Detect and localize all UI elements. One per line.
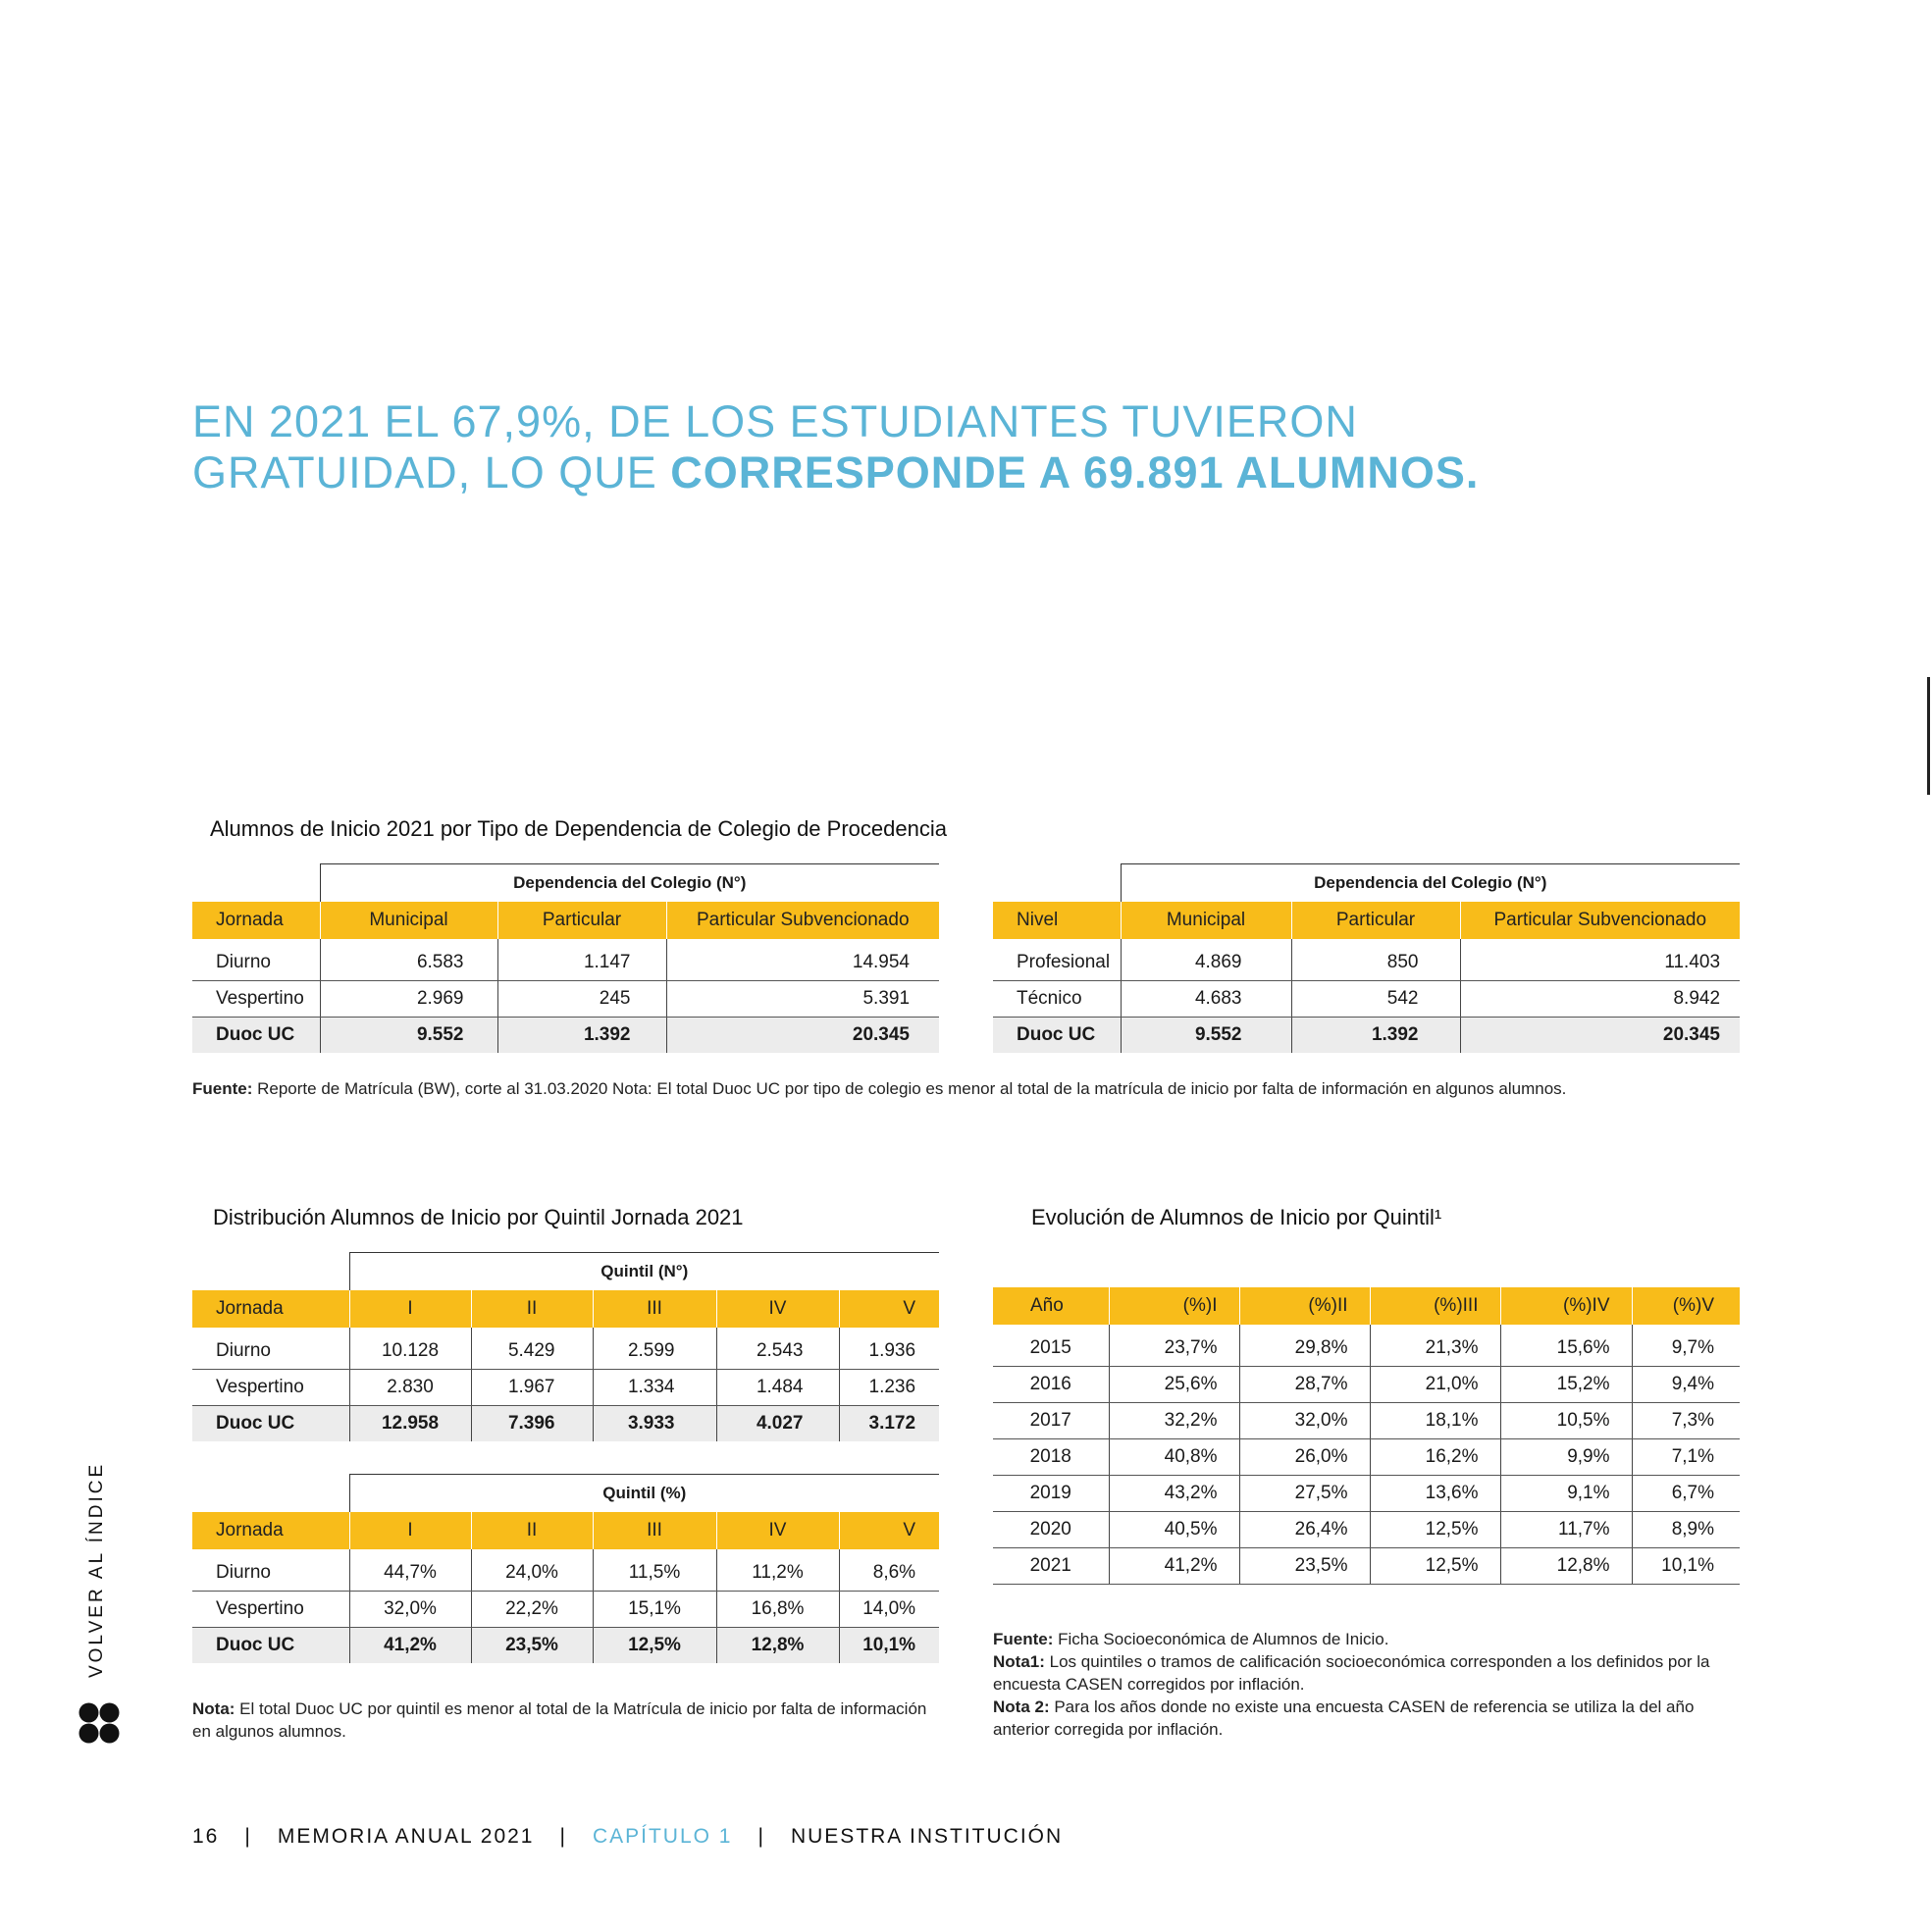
table2-pct-group-header: Quintil (%) xyxy=(349,1475,939,1513)
col-header-municipal: Municipal xyxy=(320,902,497,939)
footer-separator: | xyxy=(757,1825,765,1848)
col-header-particular: Particular xyxy=(497,902,666,939)
total-value: 20.345 xyxy=(1460,1018,1740,1054)
cell-value: 1.334 xyxy=(593,1370,716,1406)
cell-value: 41,2% xyxy=(1109,1548,1239,1585)
cell-value: 1.147 xyxy=(497,945,666,981)
footer-report: MEMORIA ANUAL 2021 xyxy=(277,1825,535,1848)
col-header-particular-subvencionado: Particular Subvencionado xyxy=(666,902,939,939)
table2-note xyxy=(192,1697,938,1743)
table1-right xyxy=(993,863,1740,1053)
total-value: 41,2% xyxy=(349,1628,471,1664)
cell-value: 12,5% xyxy=(1370,1512,1500,1548)
table1-source-note xyxy=(192,1077,1762,1100)
table-row xyxy=(993,945,1740,981)
total-label: Duoc UC xyxy=(993,1018,1121,1054)
table-row xyxy=(192,1555,939,1592)
total-value: 7.396 xyxy=(471,1406,593,1442)
table1-title: Alumnos de Inicio 2021 por Tipo de Dependencia de Colegio de Procedencia xyxy=(210,816,947,841)
cell-value: 1.484 xyxy=(716,1370,839,1406)
col-header-ano: Año xyxy=(993,1287,1109,1325)
total-value: 9.552 xyxy=(1121,1018,1291,1054)
col-header-quintil-iv: IV xyxy=(716,1512,839,1549)
row-label: Diurno xyxy=(192,945,320,981)
col-header-pct-i: (%)I xyxy=(1109,1287,1239,1325)
total-value: 3.172 xyxy=(839,1406,939,1442)
cell-value: 21,3% xyxy=(1370,1331,1500,1367)
cell-value: 1.967 xyxy=(471,1370,593,1406)
cell-value: 32,2% xyxy=(1109,1403,1239,1439)
cell-value: 9,7% xyxy=(1632,1331,1740,1367)
col-header-jornada: Jornada xyxy=(192,902,320,939)
headline-line-2-normal: GRATUIDAD, LO QUE xyxy=(192,447,671,497)
cell-value: 24,0% xyxy=(471,1555,593,1592)
cell-value: 2.543 xyxy=(716,1333,839,1370)
cell-value: 10,1% xyxy=(1632,1548,1740,1585)
table3-source xyxy=(993,1628,1758,1650)
cell-value: 8,6% xyxy=(839,1555,939,1592)
cell-value: 4.683 xyxy=(1121,981,1291,1018)
cell-value: 16,2% xyxy=(1370,1439,1500,1476)
nota2-label: Nota 2: xyxy=(993,1697,1050,1716)
cell-value: 23,7% xyxy=(1109,1331,1239,1367)
cell-value: 12,5% xyxy=(1370,1548,1500,1585)
cell-value: 7,3% xyxy=(1632,1403,1740,1439)
col-header-quintil-i: I xyxy=(349,1290,471,1328)
col-header-pct-iv: (%)IV xyxy=(1500,1287,1632,1325)
table-row xyxy=(993,981,1740,1018)
col-header-quintil-ii: II xyxy=(471,1512,593,1549)
table1-left-group-header: Dependencia del Colegio (N°) xyxy=(320,864,939,903)
col-header-quintil-v: V xyxy=(839,1290,939,1328)
source-text: Reporte de Matrícula (BW), corte al 31.03.2020 Nota: El total Duoc UC por tipo de colegio es menor al total de la matrícula de inicio por falta de información en algunos alumnos. xyxy=(252,1079,1567,1098)
col-header-pct-iii: (%)III xyxy=(1370,1287,1500,1325)
cell-value: 28,7% xyxy=(1239,1367,1370,1403)
row-year: 2015 xyxy=(993,1331,1109,1367)
page-edge-mark xyxy=(1927,677,1930,795)
cell-value: 44,7% xyxy=(349,1555,471,1592)
cell-value: 10.128 xyxy=(349,1333,471,1370)
total-row xyxy=(192,1018,939,1054)
col-header-nivel: Nivel xyxy=(993,902,1121,939)
col-header-jornada: Jornada xyxy=(192,1512,349,1549)
table-row xyxy=(993,1403,1740,1439)
table2-count xyxy=(192,1252,939,1441)
table-row xyxy=(993,1439,1740,1476)
cell-value: 11,2% xyxy=(716,1555,839,1592)
row-year: 2021 xyxy=(993,1548,1109,1585)
cell-value: 32,0% xyxy=(1239,1403,1370,1439)
table-row xyxy=(993,1476,1740,1512)
cell-value: 5.429 xyxy=(471,1333,593,1370)
table3 xyxy=(993,1287,1740,1585)
cell-value: 13,6% xyxy=(1370,1476,1500,1512)
col-header-jornada: Jornada xyxy=(192,1290,349,1328)
table3-title: Evolución de Alumnos de Inicio por Quintil¹ xyxy=(1031,1205,1442,1229)
page-number: 16 xyxy=(192,1825,220,1848)
footer-separator: | xyxy=(559,1825,567,1848)
cell-value: 40,5% xyxy=(1109,1512,1239,1548)
cell-value: 26,4% xyxy=(1239,1512,1370,1548)
cell-value: 11,5% xyxy=(593,1555,716,1592)
headline-line-2-bold: CORRESPONDE A 69.891 ALUMNOS. xyxy=(670,447,1480,497)
table2-title: Distribución Alumnos de Inicio por Quintil Jornada 2021 xyxy=(213,1205,744,1229)
cell-value: 15,2% xyxy=(1500,1367,1632,1403)
row-year: 2016 xyxy=(993,1367,1109,1403)
cell-value: 12,8% xyxy=(1500,1548,1632,1585)
cell-value: 10,5% xyxy=(1500,1403,1632,1439)
col-header-quintil-i: I xyxy=(349,1512,471,1549)
cell-value: 15,6% xyxy=(1500,1331,1632,1367)
total-value: 23,5% xyxy=(471,1628,593,1664)
table-row xyxy=(993,1367,1740,1403)
row-label: Diurno xyxy=(192,1333,349,1370)
row-label: Vespertino xyxy=(192,981,320,1018)
headline-line-1: EN 2021 EL 67,9%, DE LOS ESTUDIANTES TUVIERON xyxy=(192,396,1358,446)
table3-notes xyxy=(993,1628,1758,1741)
volver-al-indice-link[interactable]: VOLVER AL ÍNDICE xyxy=(86,1461,107,1678)
row-label: Vespertino xyxy=(192,1592,349,1628)
footer-chapter-link[interactable]: CAPÍTULO 1 xyxy=(592,1825,733,1848)
cell-value: 27,5% xyxy=(1239,1476,1370,1512)
cell-value: 14.954 xyxy=(666,945,939,981)
cell-value: 18,1% xyxy=(1370,1403,1500,1439)
total-value: 1.392 xyxy=(497,1018,666,1054)
page-headline xyxy=(192,396,1566,498)
total-value: 3.933 xyxy=(593,1406,716,1442)
cell-value: 14,0% xyxy=(839,1592,939,1628)
cell-value: 245 xyxy=(497,981,666,1018)
col-header-municipal: Municipal xyxy=(1121,902,1291,939)
table-row xyxy=(192,1333,939,1370)
total-value: 4.027 xyxy=(716,1406,839,1442)
total-value: 12,5% xyxy=(593,1628,716,1664)
cell-value: 850 xyxy=(1291,945,1460,981)
col-header-quintil-v: V xyxy=(839,1512,939,1549)
row-year: 2018 xyxy=(993,1439,1109,1476)
col-header-particular: Particular xyxy=(1291,902,1460,939)
total-value: 10,1% xyxy=(839,1628,939,1664)
table-row xyxy=(192,981,939,1018)
table-row xyxy=(993,1512,1740,1548)
cell-value: 11.403 xyxy=(1460,945,1740,981)
cell-value: 2.969 xyxy=(320,981,497,1018)
table3-nota2 xyxy=(993,1696,1719,1741)
cell-value: 29,8% xyxy=(1239,1331,1370,1367)
cell-value: 16,8% xyxy=(716,1592,839,1628)
row-year: 2019 xyxy=(993,1476,1109,1512)
total-row xyxy=(993,1018,1740,1054)
total-row xyxy=(192,1628,939,1664)
source-label: Fuente: xyxy=(192,1079,253,1098)
cell-value: 22,2% xyxy=(471,1592,593,1628)
col-header-pct-v: (%)V xyxy=(1632,1287,1740,1325)
cell-value: 7,1% xyxy=(1632,1439,1740,1476)
cell-value: 23,5% xyxy=(1239,1548,1370,1585)
table-row xyxy=(993,1331,1740,1367)
total-value: 9.552 xyxy=(320,1018,497,1054)
col-header-quintil-iv: IV xyxy=(716,1290,839,1328)
cell-value: 1.236 xyxy=(839,1370,939,1406)
four-circles-icon[interactable] xyxy=(78,1702,120,1744)
cell-value: 2.830 xyxy=(349,1370,471,1406)
note-label: Nota: xyxy=(192,1699,235,1718)
page-footer xyxy=(192,1825,1063,1849)
table-row xyxy=(192,1592,939,1628)
table-row xyxy=(993,1548,1740,1585)
cell-value: 4.869 xyxy=(1121,945,1291,981)
col-header-pct-ii: (%)II xyxy=(1239,1287,1370,1325)
cell-value: 15,1% xyxy=(593,1592,716,1628)
cell-value: 26,0% xyxy=(1239,1439,1370,1476)
table2-count-group-header: Quintil (N°) xyxy=(349,1253,939,1291)
total-label: Duoc UC xyxy=(192,1018,320,1054)
headline-line-2 xyxy=(192,447,1566,498)
nota1-label: Nota1: xyxy=(993,1652,1045,1671)
table-row xyxy=(192,945,939,981)
footer-separator: | xyxy=(244,1825,252,1848)
col-header-quintil-ii: II xyxy=(471,1290,593,1328)
table3-nota1 xyxy=(993,1650,1758,1696)
source-label: Fuente: xyxy=(993,1630,1054,1648)
cell-value: 542 xyxy=(1291,981,1460,1018)
cell-value: 9,1% xyxy=(1500,1476,1632,1512)
row-year: 2020 xyxy=(993,1512,1109,1548)
row-year: 2017 xyxy=(993,1403,1109,1439)
cell-value: 40,8% xyxy=(1109,1439,1239,1476)
row-label: Técnico xyxy=(993,981,1121,1018)
total-value: 1.392 xyxy=(1291,1018,1460,1054)
row-label: Diurno xyxy=(192,1555,349,1592)
total-value: 12,8% xyxy=(716,1628,839,1664)
table1-right-group-header: Dependencia del Colegio (N°) xyxy=(1121,864,1740,903)
cell-value: 6.583 xyxy=(320,945,497,981)
total-row xyxy=(192,1406,939,1442)
cell-value: 8.942 xyxy=(1460,981,1740,1018)
total-label: Duoc UC xyxy=(192,1406,349,1442)
note-text: El total Duoc UC por quintil es menor al total de la Matrícula de inicio por falta de información en algunos alumnos. xyxy=(192,1699,927,1741)
cell-value: 21,0% xyxy=(1370,1367,1500,1403)
cell-value: 25,6% xyxy=(1109,1367,1239,1403)
source-text: Ficha Socioeconómica de Alumnos de Inicio. xyxy=(1053,1630,1389,1648)
cell-value: 5.391 xyxy=(666,981,939,1018)
row-label: Vespertino xyxy=(192,1370,349,1406)
cell-value: 32,0% xyxy=(349,1592,471,1628)
table-row xyxy=(192,1370,939,1406)
cell-value: 6,7% xyxy=(1632,1476,1740,1512)
col-header-particular-subvencionado: Particular Subvencionado xyxy=(1460,902,1740,939)
col-header-quintil-iii: III xyxy=(593,1512,716,1549)
cell-value: 1.936 xyxy=(839,1333,939,1370)
cell-value: 11,7% xyxy=(1500,1512,1632,1548)
cell-value: 2.599 xyxy=(593,1333,716,1370)
cell-value: 8,9% xyxy=(1632,1512,1740,1548)
total-label: Duoc UC xyxy=(192,1628,349,1664)
nota2-text: Para los años donde no existe una encuesta CASEN de referencia se utiliza la del año anterior corregida por inflación. xyxy=(993,1697,1695,1739)
footer-section: NUESTRA INSTITUCIÓN xyxy=(790,1825,1064,1848)
table1-left xyxy=(192,863,939,1053)
cell-value: 43,2% xyxy=(1109,1476,1239,1512)
cell-value: 9,9% xyxy=(1500,1439,1632,1476)
table2-pct xyxy=(192,1474,939,1663)
cell-value: 9,4% xyxy=(1632,1367,1740,1403)
nota1-text: Los quintiles o tramos de calificación socioeconómica corresponden a los definidos por la encuesta CASEN corregidos por inflación. xyxy=(993,1652,1710,1694)
total-value: 12.958 xyxy=(349,1406,471,1442)
total-value: 20.345 xyxy=(666,1018,939,1054)
col-header-quintil-iii: III xyxy=(593,1290,716,1328)
row-label: Profesional xyxy=(993,945,1121,981)
